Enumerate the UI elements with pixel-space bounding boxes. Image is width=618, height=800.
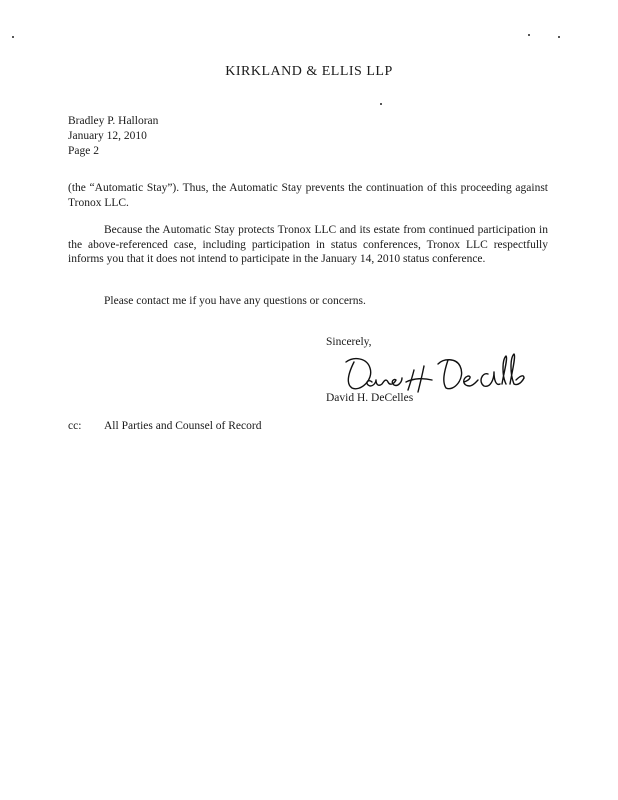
scan-speck	[528, 34, 530, 36]
scan-speck	[12, 36, 14, 38]
letter-date: January 12, 2010	[68, 130, 147, 142]
handwritten-signature	[340, 344, 525, 394]
signer-name: David H. DeCelles	[326, 392, 414, 404]
firm-letterhead: KIRKLAND & ELLIS LLP	[225, 64, 393, 79]
letter-header	[68, 114, 158, 159]
body-paragraph-2: Because the Automatic Stay protects Tronox LLC and its estate from continued participation in the above-referenced case, including participation in status conferences, Tronox LLC respectfully informs you that it does not intend to participate in the January 14, 2010 status conference.	[68, 224, 548, 265]
page-number: Page 2	[68, 145, 99, 157]
recipient-name: Bradley P. Halloran	[68, 115, 159, 127]
valediction: Sincerely,	[326, 336, 372, 348]
body-paragraph-1: (the “Automatic Stay”). Thus, the Automatic Stay prevents the continuation of this proceeding against Tronox LLC.	[68, 182, 548, 209]
body-paragraph-3: Please contact me if you have any questions or concerns.	[104, 295, 366, 307]
scan-speck	[558, 36, 560, 38]
cc-label: cc:	[68, 420, 82, 432]
cc-recipients: All Parties and Counsel of Record	[104, 420, 262, 432]
scan-speck	[380, 103, 382, 105]
